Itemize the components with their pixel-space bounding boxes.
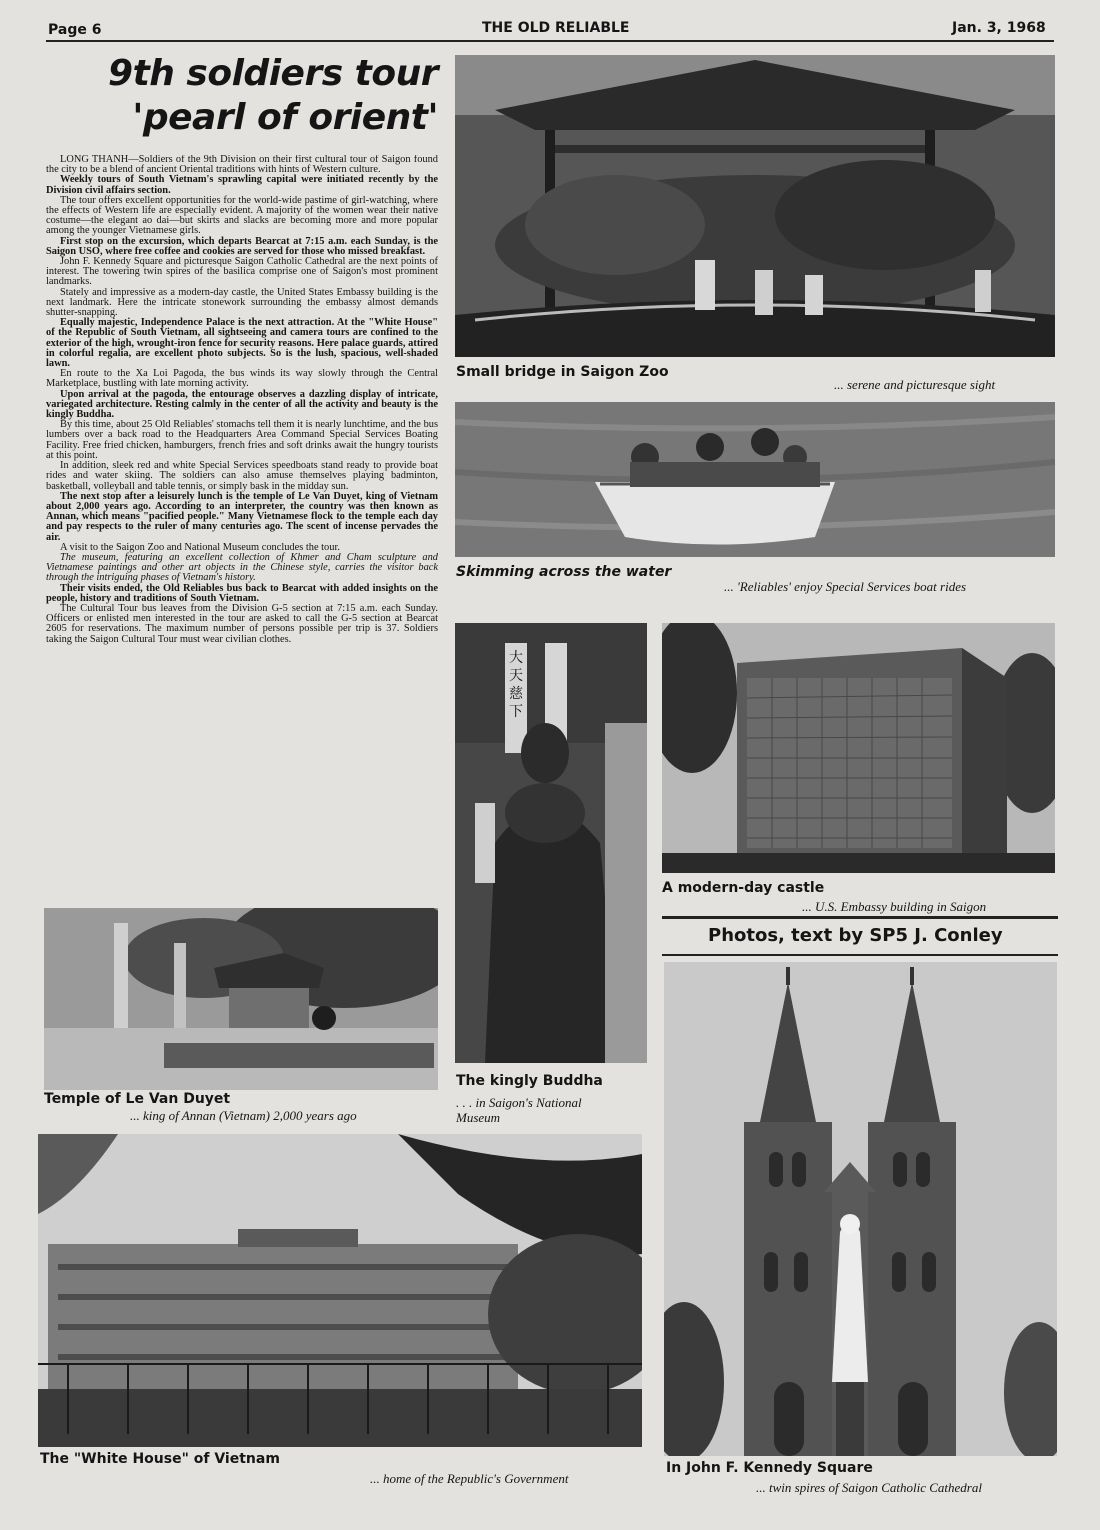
article-paragraph: The museum, featuring an excellent collection of Khmer and Cham sculpture and Vietnamese paintings and other art objects in the Chinese style, carries the visitor back through the intriguing phases of Vietnam's history.	[46, 551, 438, 584]
caption-buddha-sub-1: . . . in Saigon's National	[456, 1095, 582, 1110]
caption-buddha-title: The kingly Buddha	[456, 1073, 603, 1089]
photo-zoo-bridge	[455, 55, 1055, 357]
article-paragraph: A visit to the Saigon Zoo and National Museum concludes the tour.	[60, 541, 340, 553]
article-paragraph: En route to the Xa Loi Pagoda, the bus winds its way slowly through the Central Marketplace, bustling with late morning activity.	[46, 368, 438, 390]
caption-white-house-sub: ... home of the Republic's Government	[370, 1471, 569, 1486]
article-paragraph: The next stop after a leisurely lunch is the temple of Le Van Duyet, king of Vietnam about 2,000 years ago. According to an interpreter, the country was then known as Annan, which means "pacified people." Many Vietnamese flock to the temple each day and pay respects to the ruler of many centuries ago. The scent of incense pervades the air.	[46, 490, 438, 543]
issue-date: Jan. 3, 1968	[952, 20, 1046, 36]
article-paragraph: Equally majestic, Independence Palace is the next attraction. At the "White House" of the Republic of South Vietnam, all sightseeing and camera tours are confined to the exterior of the high, wrought-iron fence for security reasons. Here palace guards, attired in colorful regalia, are excellent photo subjects. So is the lush, spacious, well-shaded lawn.	[46, 317, 438, 370]
caption-boat-title: Skimming across the water	[456, 564, 672, 580]
article-body	[46, 155, 438, 905]
caption-zoo-title: Small bridge in Saigon Zoo	[456, 364, 669, 380]
article-paragraph: By this time, about 25 Old Reliables' stomachs tell them it is nearly lunchtime, and the bus lumbers over a back road to the Headquarters Area Command Special Services Boating Facility. Free fried chicken, hamburgers, french fries and soft drinks await the hungry tourists at this point.	[46, 419, 438, 461]
caption-cathedral-sub: ... twin spires of Saigon Catholic Cathedral	[756, 1480, 982, 1495]
article-paragraph: In addition, sleek red and white Special Services speedboats stand ready to provide boat rides and water skiing. The soldiers can also amuse themselves playing badminton, basketball, volleyball and table tennis, or simply bask in the midday sun.	[46, 460, 438, 492]
caption-embassy-title: A modern-day castle	[662, 880, 825, 896]
photo-temple	[44, 908, 438, 1090]
credit-rule-bottom	[662, 954, 1058, 956]
article-paragraph: The tour offers excellent opportunities for the world-wide pastime of girl-watching, where the effects of Western life are especially evident. A majority of the women wear their native costume—the elegant ao dai—but skirts and slacks are becoming more and more popular among the younger Vietnamese girls.	[46, 194, 438, 237]
masthead-rule	[46, 40, 1054, 42]
article-paragraph: First stop on the excursion, which departs Bearcat at 7:15 a.m. each Sunday, is the Saigon USO, where free coffee and cookies are served for those who missed breakfast.	[46, 235, 438, 257]
article-paragraph: Upon arrival at the pagoda, the entourage observes a dazzling display of intricate, variegated architecture. Resting calmly in the center of all the activity and beauty is the kingly Buddha.	[46, 388, 438, 421]
caption-buddha-sub-2: Museum	[456, 1110, 501, 1125]
caption-temple-title: Temple of Le Van Duyet	[44, 1091, 231, 1107]
photo-credit: Photos, text by SP5 J. Conley	[708, 925, 1003, 946]
caption-white-house-title: The "White House" of Vietnam	[40, 1451, 280, 1467]
article-paragraph: The Cultural Tour bus leaves from the Division G-5 section at 7:15 a.m. each Sunday. Officers or enlisted men interested in the tour are asked to call the G-5 section at Bearcat 2605 for reservations. The maximum number of persons possible per trip is 37. Soldiers taking the Saigon Cultural Tour must wear civilian clothes.	[46, 602, 438, 645]
article-paragraph: Their visits ended, the Old Reliables bus back to Bearcat with added insights on the people, history and traditions of South Vietnam.	[46, 582, 438, 604]
photo-speedboat	[455, 402, 1055, 557]
buddha-scroll-text: 大 天 慈 下	[509, 650, 523, 720]
article-paragraph: John F. Kennedy Square and picturesque Saigon Catholic Cathedral are the next points of interest. The towering twin spires of the basilica comprise one of Saigon's most prominent landmarks.	[46, 256, 438, 288]
article-paragraph: Stately and impressive as a modern-day castle, the United States Embassy building is the next landmark. Here the intricate stonework surrounding the embassy almost demands shutter-snapping.	[46, 286, 438, 319]
photo-cathedral	[664, 962, 1057, 1456]
caption-cathedral-title: In John F. Kennedy Square	[666, 1460, 873, 1476]
photo-white-house	[38, 1134, 642, 1447]
caption-zoo-sub: ... serene and picturesque sight	[834, 377, 996, 392]
caption-boat-sub: ... 'Reliables' enjoy Special Services boat rides	[724, 579, 967, 594]
article-paragraph: LONG THANH—Soldiers of the 9th Division on their first cultural tour of Saigon found the city to be a blend of ancient Oriental traditions with hints of Western culture.	[46, 155, 438, 176]
headline-line-2: 'pearl of orient'	[132, 97, 438, 138]
headline-line-1: 9th soldiers tour	[108, 53, 438, 94]
headline	[44, 52, 438, 140]
article-paragraph: Weekly tours of South Vietnam's sprawling capital were initiated recently by the Division civil affairs section.	[46, 174, 438, 196]
photo-embassy	[662, 623, 1055, 873]
credit-rule-top	[662, 916, 1058, 919]
newspaper-name: THE OLD RELIABLE	[482, 20, 630, 36]
caption-embassy-sub: ... U.S. Embassy building in Saigon	[802, 899, 987, 914]
page-number: Page 6	[48, 22, 102, 38]
photo-buddha	[455, 623, 647, 1063]
caption-temple-sub: ... king of Annan (Vietnam) 2,000 years ago	[130, 1108, 357, 1123]
